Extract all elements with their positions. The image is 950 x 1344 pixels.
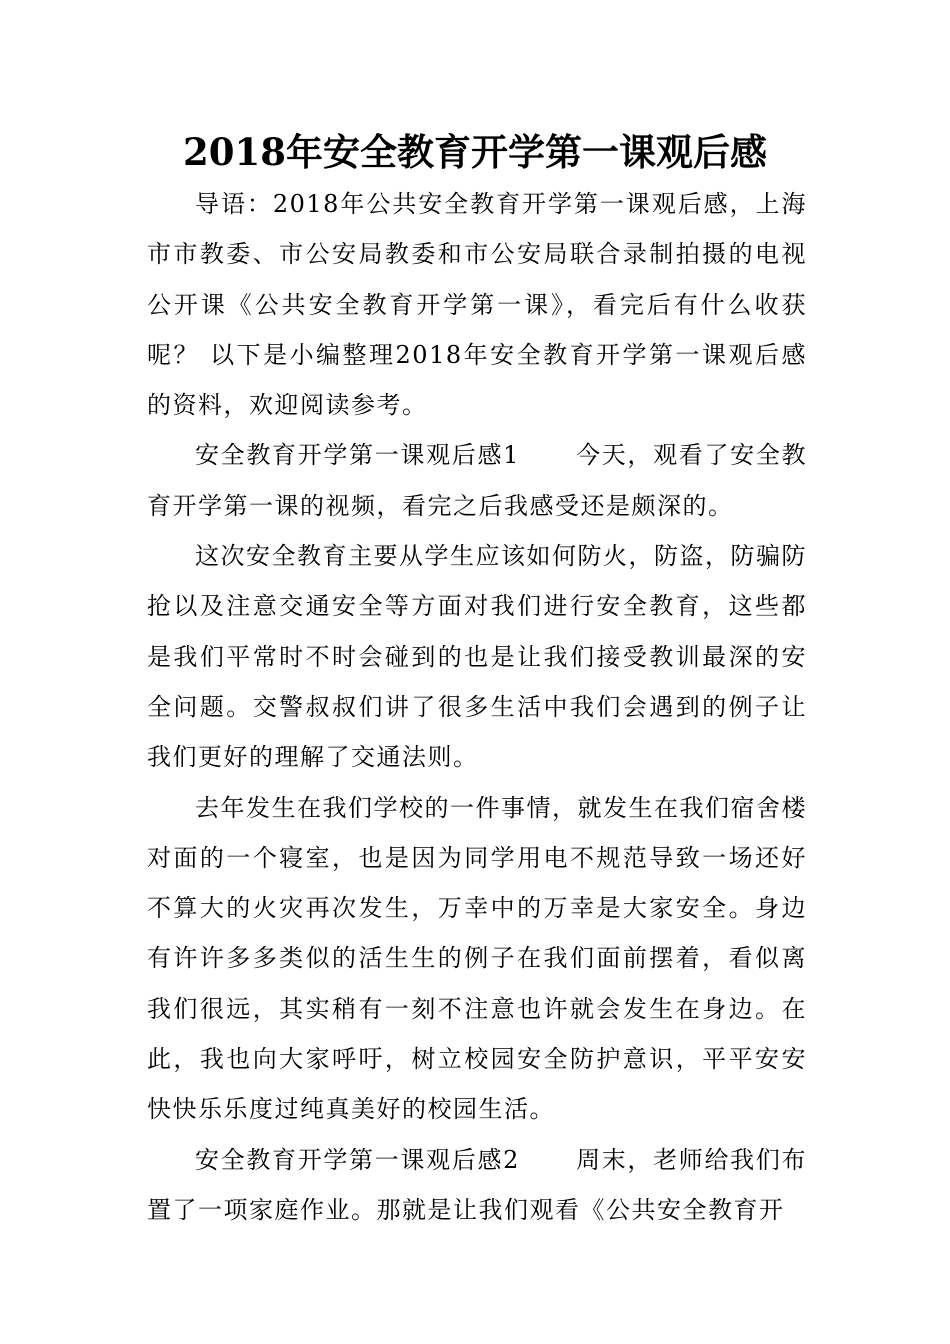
paragraph-text: 导语：2018年公共安全教育开学第一课观后感，上海市市教委、市公安局教委和市公安局联合录制拍摄的电视公开课《公共安全教育开学第一课》，看完后有什么收获呢？ 以下是小编整理2018年安全教育开学第一课观后感的资料，欢迎阅读参考。 xyxy=(147,190,807,420)
paragraph-text: 这次安全教育主要从学生应该如何防火，防盗，防骗防抢以及注意交通安全等方面对我们进行安全教育，这些都是我们平常时不时会碰到的也是让我们接受教训最深的安全问题。交警叔叔们讲了很多生活中我们会遇到的例子让我们更好的理解了交通法则。 xyxy=(147,542,807,772)
document-title: 2018年安全教育开学第一课观后感 xyxy=(183,130,767,174)
section-heading: 安全教育开学第一课观后感2 xyxy=(195,1145,520,1174)
paragraph-text: 周末，老师给我们布置了一项家庭作业。那就是让我们观看《公共安全教育开 xyxy=(147,1145,807,1224)
paragraph-text: 去年发生在我们学校的一件事情，就发生在我们宿舍楼对面的一个寝室，也是因为同学用电不规范导致一场还好不算大的火灾再次发生，万幸中的万幸是大家安全。身边有许许多多类似的活生生的例子在我们面前摆着，看似离我们很远，其实稍有一刻不注意也许就会发生在身边。在此，我也向大家呼吁，树立校园安全防护意识，平平安安快快乐乐度过纯真美好的校园生活。 xyxy=(147,793,807,1124)
paragraph-essay-1-end xyxy=(147,783,807,1135)
paragraph-text: 今天，观看了安全教育开学第一课的视频，看完之后我感受还是颇深的。 xyxy=(147,441,807,520)
paragraph-intro xyxy=(147,179,807,430)
document-body xyxy=(147,179,807,1235)
section-heading: 安全教育开学第一课观后感1 xyxy=(195,441,520,470)
paragraph-essay-2-start xyxy=(147,1135,807,1236)
paragraph-essay-1-body xyxy=(147,531,807,782)
paragraph-essay-1-start xyxy=(147,430,807,531)
